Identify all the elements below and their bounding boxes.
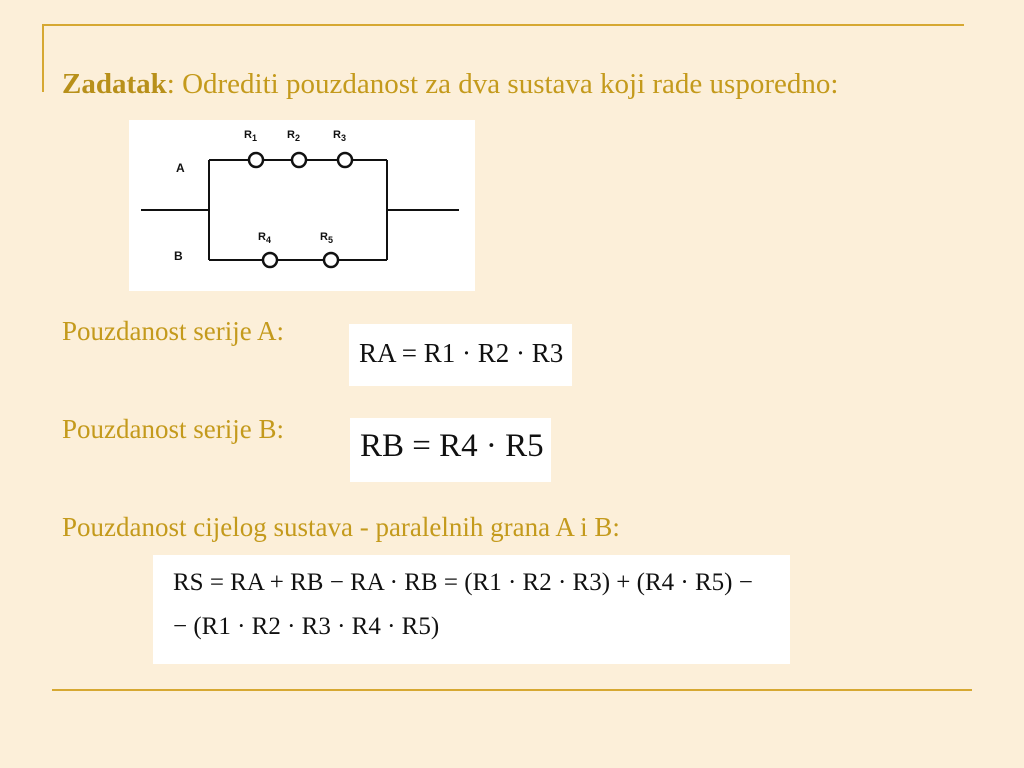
- r3-label: $R_3$: [333, 129, 346, 143]
- series-b-label: Pouzdanost serije B:: [62, 414, 284, 444]
- slide-title: [62, 68, 838, 101]
- r5-label: $R_5$: [320, 231, 333, 245]
- top-rule: [42, 24, 964, 26]
- r2-symbol: [292, 153, 306, 167]
- r1-symbol: [249, 153, 263, 167]
- left-rule: [42, 24, 44, 92]
- r3-symbol: [338, 153, 352, 167]
- circuit-diagram: [129, 120, 475, 291]
- circuit-svg: [129, 120, 475, 291]
- r4-symbol: [263, 253, 277, 267]
- series-b-formula: [350, 418, 551, 482]
- r4-label: $R_4$: [258, 231, 271, 245]
- bottom-rule: [52, 689, 972, 691]
- r1-label: $R_1$: [244, 129, 257, 143]
- system-formula-line2: − (R1 · R2 · R3 · R4 · R5): [173, 613, 440, 640]
- series-a-label: Pouzdanost serije A:: [62, 316, 284, 346]
- branch-b-label: B: [174, 249, 183, 263]
- series-a-formula-text: RA = R1 · R2 · R3: [359, 338, 564, 368]
- title-bold: Zadatak: [62, 68, 167, 100]
- series-a-formula: [349, 324, 572, 386]
- series-b-formula-text: RB = R4 · R5: [360, 428, 544, 464]
- system-label: Pouzdanost cijelog sustava - paralelnih grana A i B:: [62, 512, 620, 542]
- system-formula-line1: RS = RA + RB − RA · RB = (R1 · R2 · R3) + (R4 · R5) −: [173, 569, 753, 596]
- branch-a-label: A: [176, 161, 185, 175]
- r5-symbol: [324, 253, 338, 267]
- r2-label: $R_2$: [287, 129, 300, 143]
- system-formula: [153, 555, 790, 664]
- title-text: : Odrediti pouzdanost za dva sustava koji rade usporedno:: [166, 68, 839, 100]
